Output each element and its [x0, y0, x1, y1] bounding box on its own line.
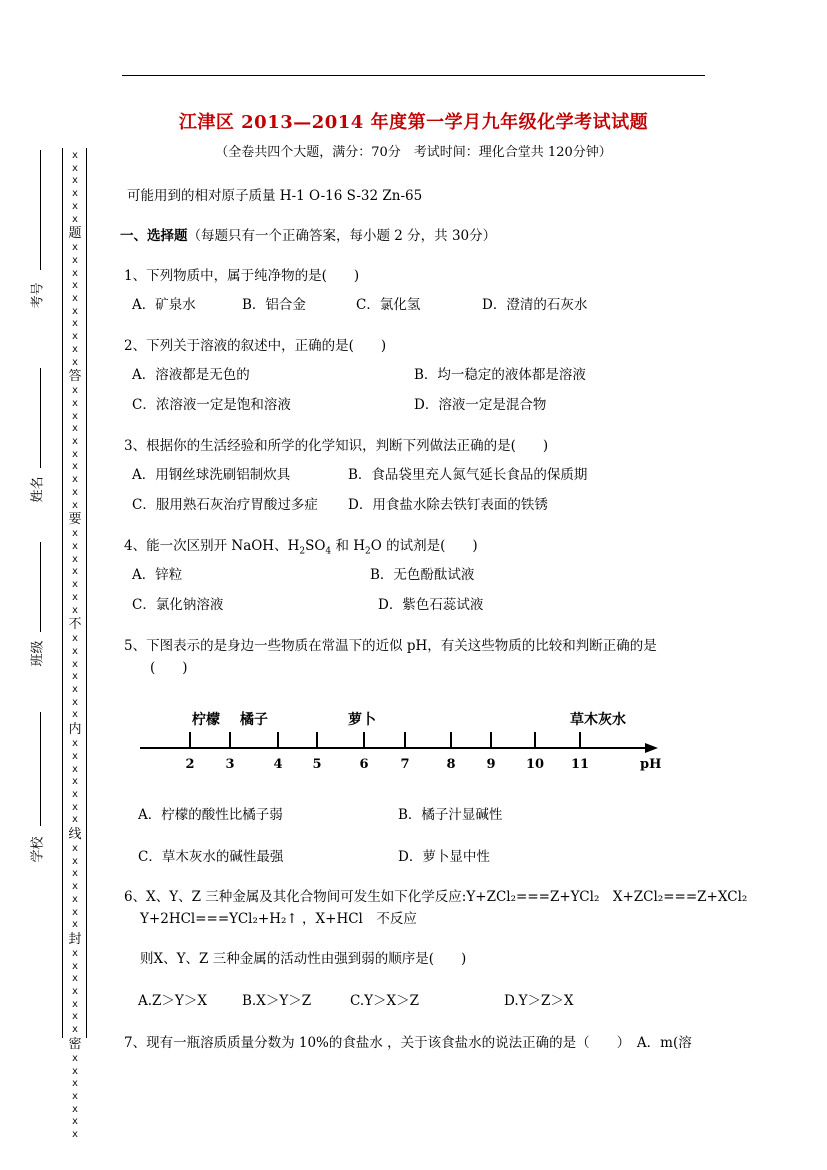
ph-tick-label-7: 7: [400, 757, 410, 772]
q2-option-c: C．浓溶液一定是饱和溶液: [132, 397, 291, 413]
q3-option-c: C．服用熟石灰治疗胃酸过多症: [132, 497, 318, 513]
seal-x-mark: x: [71, 175, 79, 187]
ph-tick-label-3: 3: [225, 757, 235, 772]
ph-tick-label-2: 2: [185, 757, 195, 772]
q6-eq3: Y+2HCl===YCl₂+H₂↑: [140, 911, 298, 927]
seal-x-mark: x: [71, 318, 79, 330]
ph-tick-label-10: 10: [525, 757, 545, 772]
seal-x-mark: x: [71, 919, 79, 931]
label-class: 班级: [30, 640, 46, 667]
q2-option-b: B．均一稳定的液体都是溶液: [414, 367, 586, 383]
seal-x-mark: x: [71, 986, 79, 998]
q1-option-a: A．矿泉水: [132, 297, 196, 313]
ph-label-lemon: 柠檬: [192, 712, 220, 728]
seal-char: 线: [68, 827, 82, 843]
q6-option-d: D.Y＞Z＞X: [504, 993, 574, 1009]
seal-char: 题: [68, 226, 82, 242]
q5-option-d: D．萝卜显中性: [398, 849, 490, 865]
seal-x-mark: x: [71, 709, 79, 721]
seal-x-mark: x: [71, 671, 79, 683]
q6-stem-line2: Y+2HCl===YCl₂+H₂↑ ，X+HCl 不反应: [140, 911, 417, 927]
ph-axis-unit: pH: [640, 757, 662, 772]
q4-sub-2: 4: [325, 546, 332, 557]
seal-char: 内: [68, 722, 82, 738]
seal-x-mark: x: [71, 461, 79, 473]
seal-char: 答: [68, 369, 82, 385]
seal-x-mark: x: [71, 448, 79, 460]
seal-x-mark: x: [71, 331, 79, 343]
q4-option-b: B．无色酚酞试液: [370, 567, 475, 583]
q6-ask: 则X、Y、Z 三种金属的活动性由强到弱的顺序是( ): [140, 951, 467, 967]
seal-x-mark: x: [71, 305, 79, 317]
seal-x-mark: x: [71, 947, 79, 959]
seal-x-mark: x: [71, 486, 79, 498]
q6-stem-line1: [124, 885, 747, 905]
seal-x-mark: x: [71, 750, 79, 762]
seal-line-left: [62, 148, 63, 1038]
seal-x-mark: x: [71, 998, 79, 1010]
seal-x-mark: x: [71, 881, 79, 893]
q6-eq1: Y+ZCl₂===Z+YCl₂: [466, 889, 600, 905]
seal-x-mark: x: [71, 1052, 79, 1064]
seal-x-mark: x: [71, 738, 79, 750]
seal-x-mark: x: [71, 645, 79, 657]
q5-stem: 5、下图表示的是身边一些物质在常温下的近似 pH，有关这些物质的比较和判断正确的是: [124, 638, 657, 654]
name-line-4: [40, 712, 41, 826]
seal-x-mark: x: [71, 385, 79, 397]
ph-label-ash-water: 草木灰水: [570, 712, 626, 728]
seal-x-mark: x: [71, 1078, 79, 1090]
seal-x-mark: x: [71, 973, 79, 985]
seal-x-mark: x: [71, 633, 79, 645]
seal-x-mark: x: [71, 893, 79, 905]
seal-x-mark: x: [71, 436, 79, 448]
q4-stem-pre: 4、能一次区别开 NaOH、H: [124, 538, 300, 554]
seal-x-mark: x: [71, 254, 79, 266]
q4-option-d: D．紫色石蕊试液: [378, 597, 484, 613]
ph-tick-label-9: 9: [486, 757, 496, 772]
seal-x-mark: x: [71, 696, 79, 708]
q1-option-b: B．铝合金: [242, 297, 306, 313]
seal-x-mark: x: [71, 801, 79, 813]
seal-column: [66, 150, 84, 1142]
q6-stem: 6、X、Y、Z 三种金属及其化合物间可发生如下化学反应:: [124, 889, 467, 905]
seal-x-mark: x: [71, 868, 79, 880]
q1-option-d: D．澄清的石灰水: [482, 297, 588, 313]
seal-x-mark: x: [71, 410, 79, 422]
seal-x-mark: x: [71, 553, 79, 565]
seal-x-mark: x: [71, 1103, 79, 1115]
label-name: 姓名: [30, 476, 46, 503]
seal-x-mark: x: [71, 213, 79, 225]
seal-x-mark: x: [71, 1091, 79, 1102]
seal-x-mark: x: [71, 528, 79, 540]
seal-x-mark: x: [71, 293, 79, 305]
q6-option-c: C.Y＞X＞Z: [350, 993, 420, 1009]
seal-x-mark: x: [71, 423, 79, 435]
seal-x-mark: x: [71, 763, 79, 775]
name-line-2: [40, 368, 41, 468]
exam-title: 江津区 2013—2014 年度第一学月九年级化学考试试题: [178, 112, 649, 133]
seal-x-mark: x: [71, 566, 79, 578]
ph-tick-label-6: 6: [359, 757, 369, 772]
seal-x-mark: x: [71, 843, 79, 855]
q4-option-c: C．氯化钠溶液: [132, 597, 224, 613]
ph-tick-label-11: 11: [570, 757, 590, 772]
q4-stem-post: O 的试剂是( ): [370, 538, 478, 554]
seal-char: 要: [68, 512, 82, 528]
seal-x-mark: x: [71, 1065, 79, 1077]
ph-label-radish: 萝卜: [348, 712, 376, 728]
q2-option-d: D．溶液一定是混合物: [414, 397, 547, 413]
section1-title: 一、选择题: [120, 228, 188, 244]
seal-x-mark: x: [71, 397, 79, 409]
ph-label-orange: 橘子: [240, 712, 268, 728]
section1-note: （每题只有一个正确答案，每小题 2 分，共 30分）: [187, 228, 497, 244]
seal-char: 封: [68, 931, 82, 947]
name-line-3: [40, 542, 41, 632]
seal-x-mark: x: [71, 540, 79, 552]
seal-x-mark: x: [71, 658, 79, 670]
seal-x-mark: x: [71, 343, 79, 355]
label-school: 学校: [30, 836, 46, 863]
ph-axis-arrow: [645, 743, 658, 753]
seal-char: 不: [68, 617, 82, 633]
seal-x-mark: x: [71, 776, 79, 788]
label-exam-number: 考号: [30, 282, 46, 309]
q1-option-c: C．氯化氢: [356, 297, 421, 313]
q5-option-a: A．柠檬的酸性比橘子弱: [138, 807, 283, 823]
q4-option-a: A．锌粒: [132, 567, 183, 583]
name-line-1: [40, 150, 41, 270]
q5-option-c: C．草木灰水的碱性最强: [138, 849, 284, 865]
q4-stem-mid: SO: [305, 538, 326, 554]
q3-option-d: D．用食盐水除去铁钉表面的铁锈: [348, 497, 548, 513]
seal-x-mark: x: [71, 267, 79, 279]
q4-sub-3: 2: [365, 546, 371, 557]
seal-x-mark: x: [71, 188, 79, 200]
q3-option-b: B．食品袋里充人氮气延长食品的保质期: [348, 467, 588, 483]
q4-stem-mid2: 和 H: [331, 538, 366, 554]
q2-option-a: A．溶液都是无色的: [132, 367, 250, 383]
seal-x-mark: x: [71, 242, 79, 254]
q3-option-a: A．用钢丝球洗刷铝制炊具: [132, 467, 291, 483]
ph-tick-label-8: 8: [446, 757, 456, 772]
seal-line-right: [86, 148, 87, 1038]
q6-option-b: B.X＞Y＞Z: [242, 993, 312, 1009]
seal-x-mark: x: [71, 499, 79, 511]
seal-x-mark: x: [71, 684, 79, 696]
q4-sub-1: 2: [299, 546, 306, 557]
q4-stem: [124, 534, 478, 557]
seal-x-mark: x: [71, 1011, 79, 1023]
q6-option-a: A.Z＞Y＞X: [138, 993, 207, 1009]
seal-x-mark: x: [71, 200, 79, 212]
seal-x-mark: x: [71, 960, 79, 972]
seal-x-mark: x: [71, 906, 79, 918]
seal-x-mark: x: [71, 1024, 79, 1036]
seal-x-mark: x: [71, 150, 79, 161]
ph-tick-label-5: 5: [312, 757, 322, 772]
ph-scale-figure: [130, 700, 690, 780]
exam-subtitle: （全卷共四个大题，满分：70分 考试时间：理化合堂共 120分钟）: [215, 145, 612, 160]
q6-eq4: X+HCl 不反应: [315, 911, 417, 927]
seal-x-mark: x: [71, 474, 79, 486]
q1-stem: 1、下列物质中，属于纯净物的是( ): [124, 268, 360, 284]
atomic-masses: 可能用到的相对原子质量 H-1 O-16 S-32 Zn-65: [127, 188, 423, 204]
seal-char: 密: [68, 1036, 82, 1052]
seal-x-mark: x: [71, 604, 79, 616]
q5-option-b: B．橘子汁显碱性: [398, 807, 503, 823]
section1-heading: [120, 224, 496, 244]
seal-x-mark: x: [71, 356, 79, 368]
seal-x-mark: x: [71, 814, 79, 826]
ph-tick-label-4: 4: [273, 757, 283, 772]
top-rule: [122, 75, 705, 76]
seal-x-mark: x: [71, 579, 79, 591]
q2-stem: 2、下列关于溶液的叙述中，正确的是( ): [124, 338, 387, 354]
seal-x-mark: x: [71, 855, 79, 867]
seal-x-mark: x: [71, 788, 79, 800]
q6-eq2: X+ZCl₂===Z+XCl₂: [612, 889, 748, 905]
seal-x-mark: x: [71, 591, 79, 603]
seal-x-mark: x: [71, 162, 79, 174]
q3-stem: 3、根据你的生活经验和所学的化学知识，判断下列做法正确的是( ): [124, 438, 549, 454]
q5-blank: ( ): [150, 660, 188, 676]
seal-x-mark: x: [71, 280, 79, 292]
seal-x-mark: x: [71, 1129, 79, 1141]
seal-x-mark: x: [71, 1116, 79, 1128]
q7-stem: 7、现有一瓶溶质质量分数为 10%的食盐水 ，关于该食盐水的说法正确的是（ ） A．m(溶: [124, 1035, 692, 1051]
